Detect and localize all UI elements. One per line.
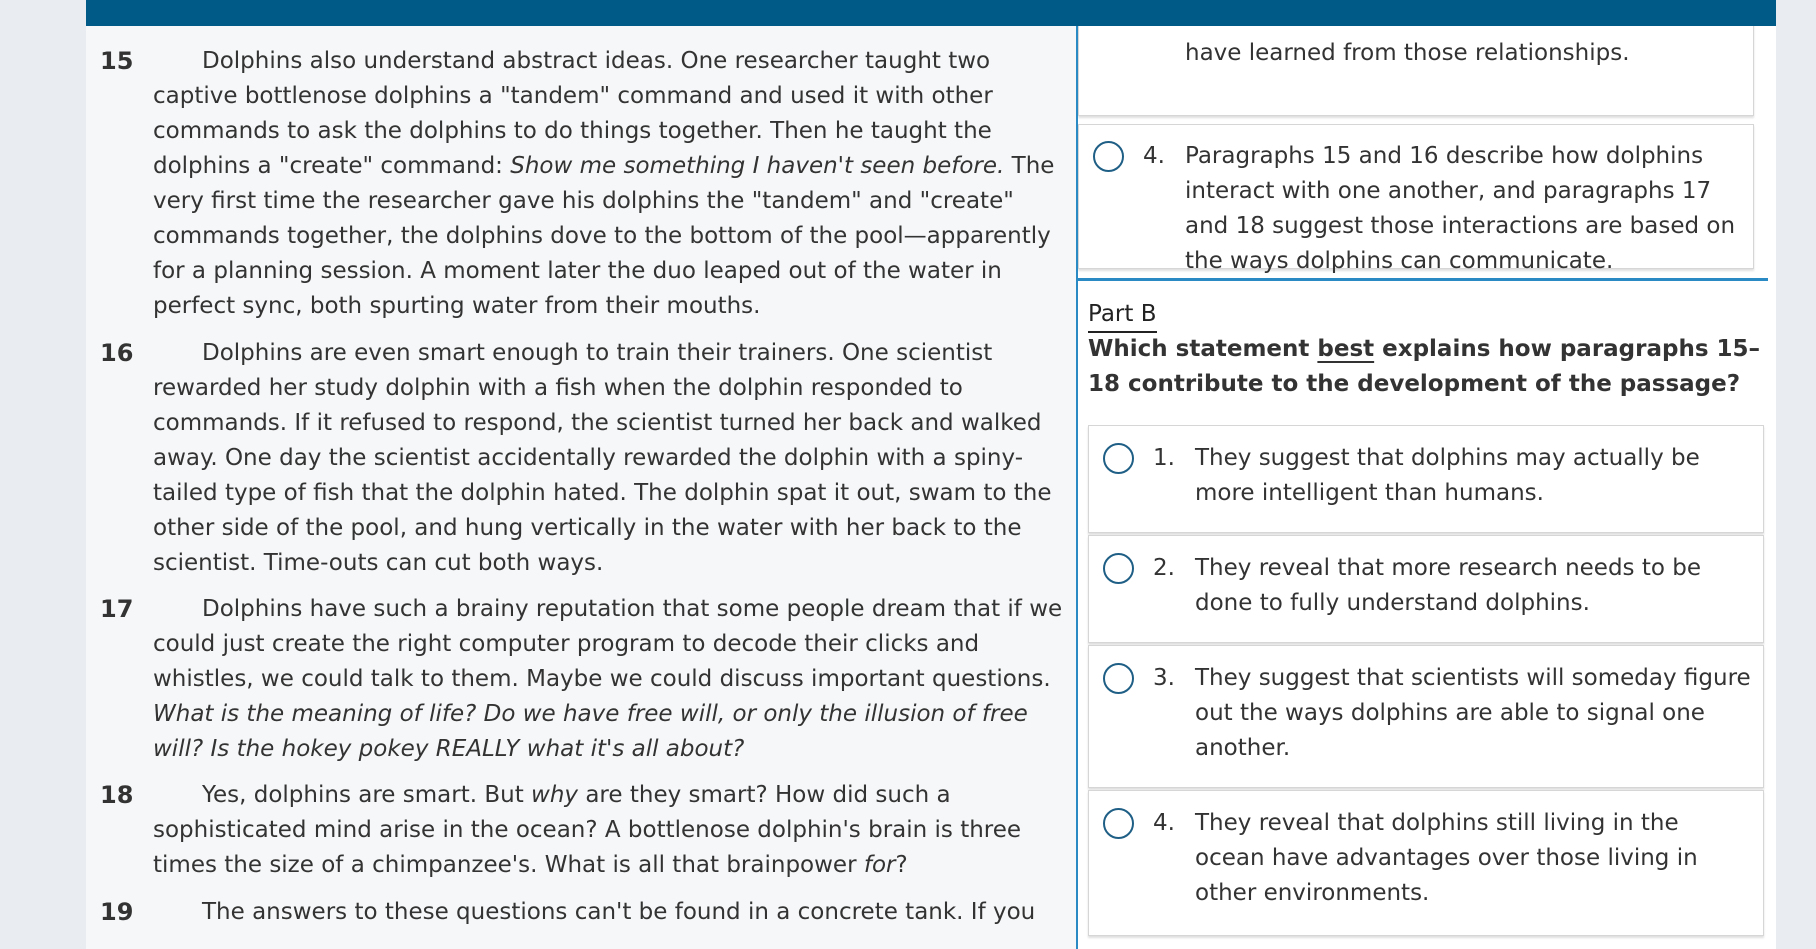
option-text: They reveal that more research needs to be done to fully understand dolphins. [1195, 555, 1701, 616]
option-number: 3. [1153, 665, 1175, 691]
emphasis-best: best [1317, 336, 1375, 362]
paragraph-number: 18 [100, 781, 134, 809]
part-a-option-3-card[interactable] [1078, 26, 1754, 116]
part-b-label: Part B [1088, 298, 1157, 333]
part-b-option-4[interactable] [1088, 790, 1764, 936]
part-b-question: Which statement best explains how paragraphs 15–18 contribute to the development of the passage? [1088, 336, 1761, 397]
option-text: have learned from those relationships. [1185, 40, 1630, 66]
part-b-option-1[interactable] [1088, 425, 1764, 533]
option-text: They suggest that scientists will someday figure out the ways dolphins are able to signal one another. [1195, 665, 1751, 761]
option-text: They reveal that dolphins still living in the ocean have advantages over those living in other environments. [1195, 810, 1698, 906]
test-app [86, 0, 1776, 949]
paragraph-number: 17 [100, 595, 134, 623]
option-number: 4. [1143, 143, 1165, 169]
radio-button[interactable] [1093, 141, 1124, 172]
radio-button[interactable] [1103, 553, 1134, 584]
radio-button[interactable] [1103, 808, 1134, 839]
question-panel[interactable] [1078, 26, 1776, 949]
paragraph-number: 16 [100, 339, 134, 367]
part-b-option-2[interactable] [1088, 535, 1764, 643]
part-b-option-3[interactable] [1088, 645, 1764, 788]
passage-panel[interactable] [86, 26, 1076, 949]
option-number: 4. [1153, 810, 1175, 836]
option-text: Paragraphs 15 and 16 describe how dolphins interact with one another, and paragraphs 17 and 18 suggest those interactions are based on the ways dolphins can communicate. [1185, 143, 1736, 274]
radio-button[interactable] [1103, 443, 1134, 474]
paragraph-number: 15 [100, 47, 134, 75]
top-toolbar [86, 0, 1776, 26]
paragraph-text: Dolphins are even smart enough to train their trainers. One scientist rewarded her study dolphin with a fish when the dolphin responded to commands. If it refused to respond, the scientist turned her back and walked away. One day the scientist accidentally rewarded the dolphin with a spiny-tailed type of fish that the dolphin hated. The dolphin spat it out, swam to the other side of the pool, and hung vertically in the water with her back to the scientist. Time-outs can cut both ways. [153, 340, 1052, 576]
radio-button[interactable] [1103, 663, 1134, 694]
paragraph-number: 19 [100, 898, 134, 926]
option-number: 1. [1153, 445, 1175, 471]
section-divider [1078, 278, 1768, 281]
paragraph-text: The answers to these questions can't be found in a concrete tank. If you [202, 899, 1036, 925]
part-a-option-4-card[interactable] [1078, 124, 1754, 274]
paragraph-text: Dolphins have such a brainy reputation that some people dream that if we could just create the right computer program to decode their clicks and whistles, we could talk to them. Maybe we could discuss important questions. What is the meaning of life? Do we have free will, or only the illusion of free will? Is the hokey pokey REALLY what it's all about? [153, 596, 1063, 762]
paragraph-text: Dolphins also understand abstract ideas. One researcher taught two captive bottlenose dolphins a "tandem" command and used it with other commands to ask the dolphins to do things together. Then he taught the dolphins a "create" command: Show me something I haven't seen before. The very first time the researcher gave his dolphins the "tandem" and "create" commands together, the dolphins dove to the bottom of the pool—apparently for a planning session. A moment later the duo leaped out of the water in perfect sync, both spurting water from their mouths. [153, 48, 1055, 319]
option-text: They suggest that dolphins may actually be more intelligent than humans. [1195, 445, 1700, 506]
paragraph-text: Yes, dolphins are smart. But why are they smart? How did such a sophisticated mind arise in the ocean? A bottlenose dolphin's brain is three times the size of a chimpanzee's. What is all that brainpower for? [153, 782, 1022, 878]
option-number: 2. [1153, 555, 1175, 581]
